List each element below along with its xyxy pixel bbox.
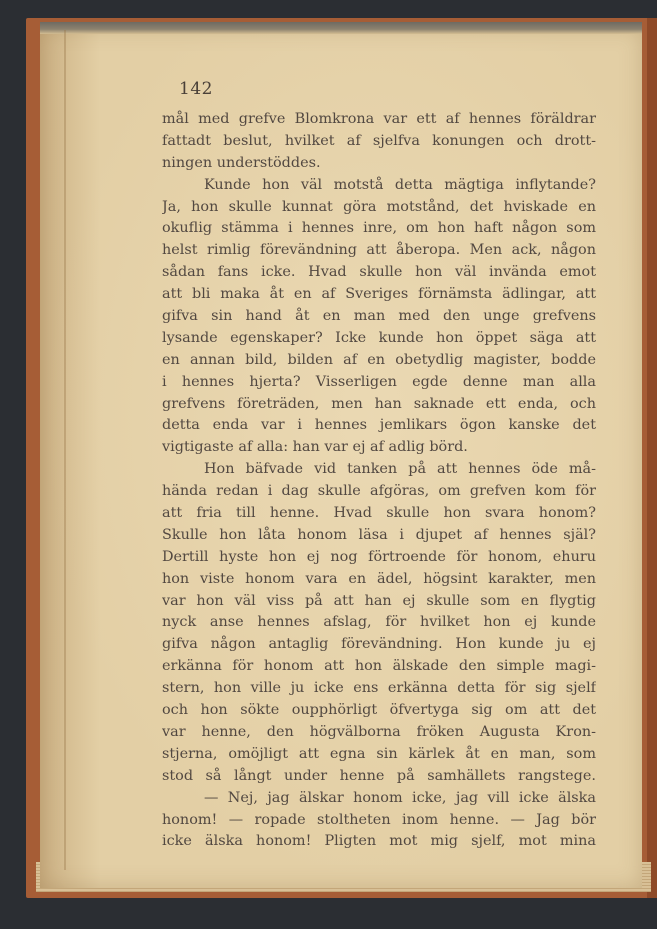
page-number: 142	[179, 79, 213, 99]
text-line: lysande egenskaper? Icke kunde hon öppet säga att	[162, 329, 596, 346]
text-line: helst rimlig förevändning att åberopa. Men ack, någon	[162, 242, 596, 259]
text-line: var henne, den högvälborna fröken Augusta Kron-	[162, 723, 596, 740]
text-line: Dertill hyste hon ej nog förtroende för honom, ehuru	[162, 548, 596, 565]
text-line: Skulle hon låta honom läsa i djupet af hennes själ?	[162, 526, 596, 543]
text-line: en annan bild, bilden af en obetydlig magister, bodde	[162, 351, 596, 368]
text-line: och hon sökte oupphörligt öfvertyga sig om att det	[162, 702, 596, 719]
text-line: i hennes hjerta? Visserligen egde denne man alla	[162, 373, 596, 390]
text-line: var hon väl viss på att han ej skulle som en flygtig	[162, 592, 596, 609]
text-line: grefvens företräden, men han saknade ett enda, och	[162, 395, 596, 412]
text-line: gifva någon antaglig förevändning. Hon kunde ju ej	[162, 636, 596, 653]
text-line: Kunde hon väl motstå detta mägtiga inflytande?	[204, 176, 596, 193]
text-line: att fria till henne. Hvad skulle hon svara honom?	[162, 505, 596, 522]
text-line: stern, hon ville ju icke ens erkänna detta för sig sjelf	[162, 680, 596, 697]
text-line: — Nej, jag älskar honom icke, jag vill icke älska	[204, 789, 596, 806]
text-line: stjerna, omöjligt att egna sin kärlek åt en man, som	[162, 745, 596, 762]
text-line: ningen understöddes.	[162, 154, 321, 171]
text-line: att bli maka åt en af Sveriges förnämsta ädlingar, att	[162, 286, 596, 303]
text-line: erkänna för honom att hon älskade den simple magi-	[162, 658, 596, 675]
text-line: vigtigaste af alla: han var ej af adlig börd.	[162, 439, 468, 456]
text-line: hända redan i dag skulle afgöras, om grefven kom för	[162, 483, 596, 500]
top-edge-band	[40, 22, 642, 34]
cover-edge	[647, 18, 657, 898]
text-line: gifva sin hand åt en man med den unge grefvens	[162, 308, 596, 325]
text-line: Hon bäfvade vid tanken på att hennes öde må-	[204, 461, 596, 478]
text-line: Ja, hon skulle kunnat göra motstånd, det hviskade en	[162, 198, 596, 215]
text-line: hon viste honom vara en ädel, högsint karakter, men	[162, 570, 596, 587]
body-text	[162, 109, 596, 853]
text-line: fattadt beslut, hvilket af sjelfva konungen och drott-	[162, 132, 596, 149]
text-line: nyck anse hennes afslag, för hvilket hon ej kunde	[162, 614, 596, 631]
text-line: icke älska honom! Pligten mot mig sjelf, mot mina	[162, 833, 596, 850]
text-line: sådan fans icke. Hvad skulle hon väl invända emot	[162, 264, 596, 281]
text-line: stod så långt under henne på samhällets rangstege.	[162, 767, 596, 784]
text-line: honom! — ropade stoltheten inom henne. — Jag bör	[162, 811, 596, 828]
page-gutter	[64, 30, 66, 870]
text-line: mål med grefve Blomkrona var ett af hennes föräldrar	[162, 111, 596, 127]
text-line: detta enda var i hennes jemlikars ögon kanske det	[162, 417, 596, 434]
text-line: okuflig stämma i hennes inre, om hon haft någon som	[162, 220, 596, 237]
